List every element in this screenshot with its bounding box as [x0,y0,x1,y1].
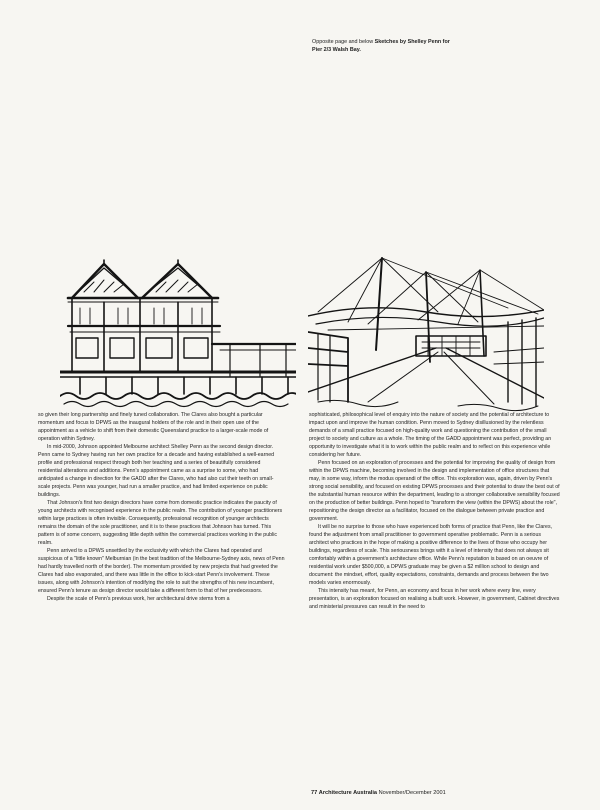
magazine-title: Architecture Australia [318,790,378,796]
paragraph: Penn focused on an exploration of processes and the potential for improving the quality of design from within the DPWS machine, becoming involved in the design and implementation of office structures that may, in some way, inform the modus operandi of the office. This exploration was, again, driven by Penn's strong social sensibility, and focused on existing DPWS processes and their potential to draw the best out of the substantial human resource within the department, leading to a stronger collaborative sensibility focused on the production of better buildings. Penn hoped to "transform the view (within the DPWS) about the role", repositioning the design director as a facilitator, focused on the dialogue between private practice and government. [309,460,560,523]
caption-title: Sketches by Shelley Penn for Pier 2/3 Walsh Bay. [312,39,450,53]
sketch-pier-interior-perspective [308,252,544,414]
sketch-pier-elevation [60,252,296,410]
paragraph: This intensity has meant, for Penn, an economy and focus in her work where every line, every presentation, is an exploration focused on realising a built work. However, in government, Cabinet directives and ministerial pressures can result in the need to [309,588,560,611]
paragraph: In mid-2000, Johnson appointed Melbourne architect Shelley Penn as the second design director. Penn came to Sydney having run her own practice for a decade and having established a well-earned profile and professional respect through both her teaching and a series of beautifully considered residential alterations and additions. Penn's appointment came as a surprise to some, who had anticipated a change in direction for the GADD after the Clares, who had also cut their teeth on small-scale projects. Penn was younger, had run a smaller practice, and had limited experience on public buildings. [38,444,275,499]
page-number: 77 [311,790,318,796]
caption-lead: Opposite page and below [312,39,375,45]
paragraph: That Johnson's first two design directors have come from domestic practice indicates the paucity of young architects with recognised experience in the public realm. The contribution of younger practitioners within large practices is often invisible. Consequently, professional recognition of younger architects remains the domain of the sole practitioner, and it is to these practices that Johnson has turned. This pattern is of some concern, suggesting little depth within the commercial practices working in the public realm. [38,500,283,547]
figure-caption [312,38,452,54]
paragraph: Despite the scale of Penn's previous work, her architectural drive stems from a [47,596,230,603]
paragraph: Penn arrived to a DPWS unsettled by the exclusivity with which the Clares had operated and suspicious of a "little known" Melburnian (in the best tradition of the Melbourne-Sydney axis, news of Penn had hardly travelled north of the border). The momentum provided by new projects that had greeted the Clares had also evaporated, and there was little in the office to kick-start Penn's involvement. These issues, along with Johnson's intention of modifying the role to suit the strengths of his new incumbent, ensured Penn's tenure as design director would take a different form to that of her predecessors. [38,548,285,595]
article-column-left [38,411,285,603]
paragraph: so given their long partnership and finely tuned collaboration. The Clares also bought a particular momentum and focus to DPWS as the inaugural holders of the role and in their open use of the appointment as a vehicle to shift from their domestic Queensland practice to a larger-scale mode of operation within Sydney. [38,412,269,443]
paragraph: It will be no surprise to those who have experienced both forms of practice that Penn, like the Clares, found the adjustment from small practitioner to government operative problematic. Penn is a serious architect who practices in the hope of making a positive difference to the lives of those who occupy her buildings, regardless of scale. This seriousness brings with it a level of intensity that does not always sit comfortably within a government's architecture office. While Penn's reputation is based on an oeuvre of residential work under $500,000, a DPWS graduate may be given a $2 million school to design and document: the mindset, effort, quality expectations, constraints, demands and process between the two models varies enormously. [309,524,553,587]
issue-date: November/December 2001 [378,790,446,796]
page-footer [311,790,446,796]
article-column-right [309,411,561,611]
paragraph: sophisticated, philosophical level of enquiry into the nature of society and the potential of architecture to impact upon and improve the human condition. Penn moved to Sydney disillusioned by the relentless demands of a small practice focused on high-quality work and questioning the contribution of the small project to society and culture as a whole. The timing of the GADD appointment was perfect, providing an opportunity to investigate what it is to work within the public realm and to reflect on this experience while considering her future. [309,412,552,459]
